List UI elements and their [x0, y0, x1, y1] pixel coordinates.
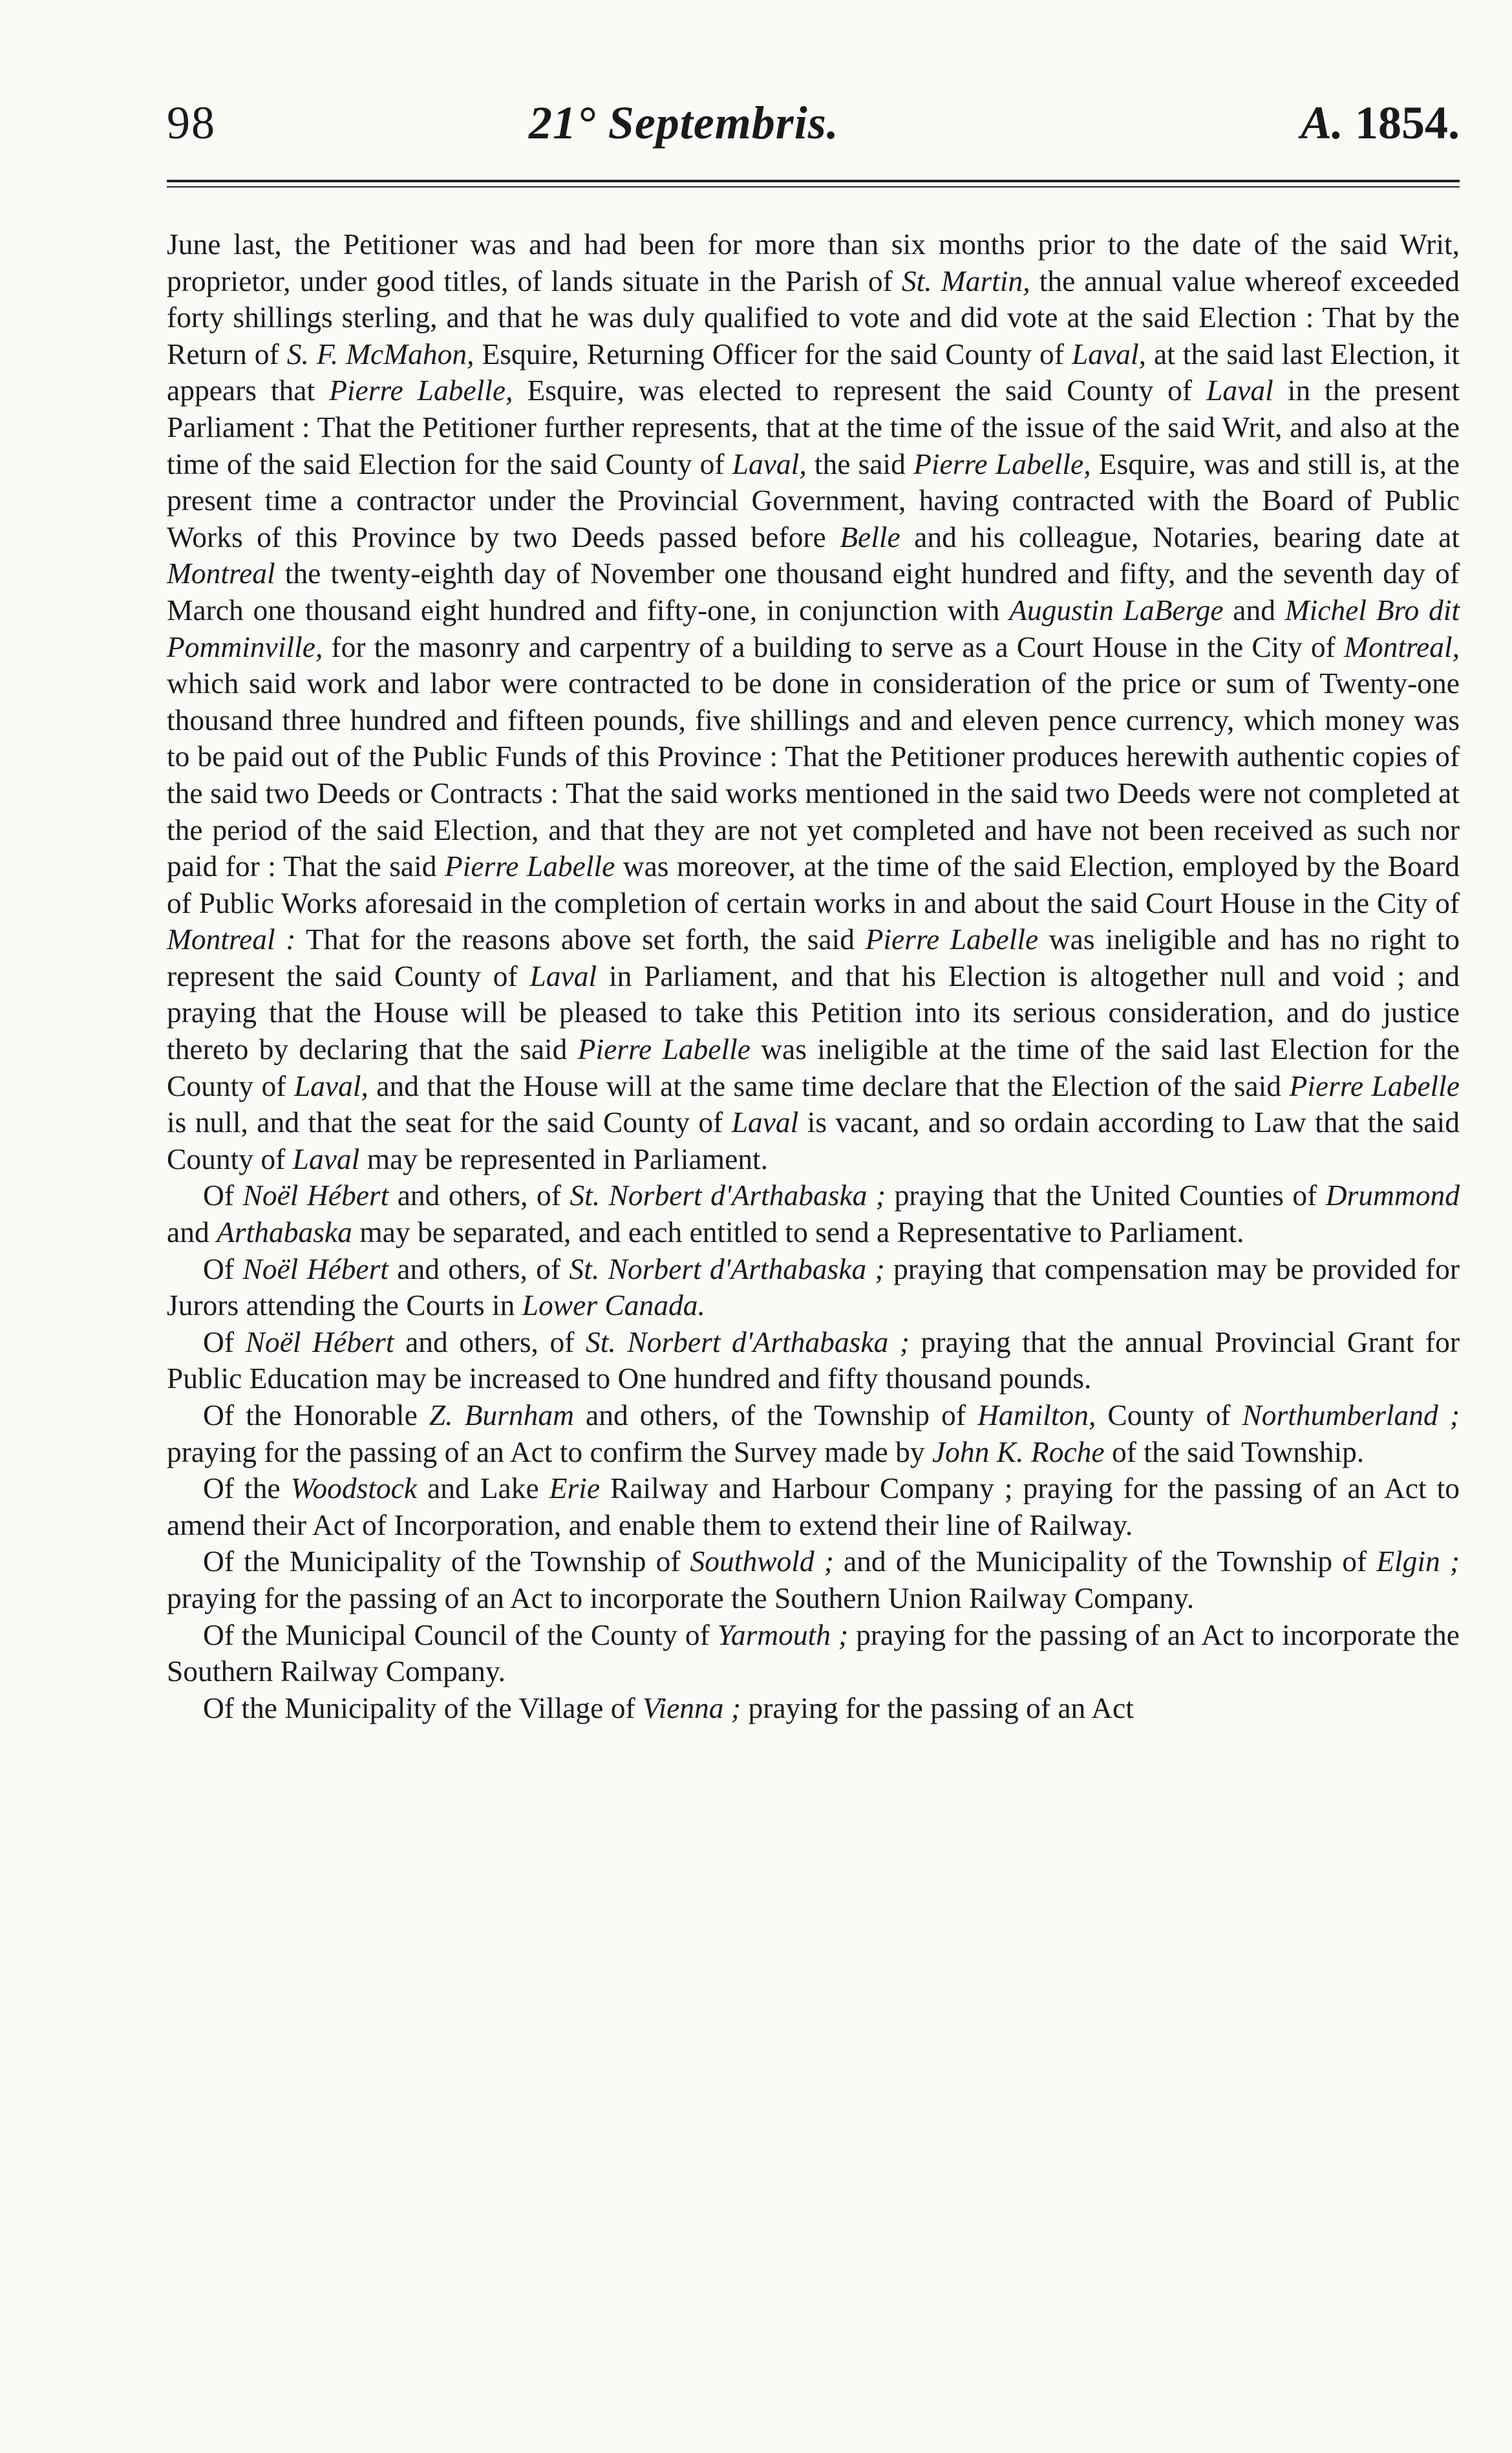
text-run: That for the reasons above set forth, the said [295, 923, 866, 956]
italic-run: Montreal, [1343, 630, 1460, 663]
text-run: was moreover, at the time of the said Election, employed by the Board of Public Works aforesaid in the completion of certain works in and about the said Court House in the City of [167, 850, 1460, 919]
text-run: in the present Parliament : That the Petitioner further represents, that at the time of the issue of the said Writ, and also at the time of the said Election for the said County of [167, 374, 1460, 480]
italic-run: Laval [292, 1142, 360, 1175]
italic-run: Lower Canada. [522, 1289, 705, 1322]
italic-run: Laval [529, 959, 597, 992]
petition-paragraph [167, 1397, 1460, 1470]
petition-paragraph [167, 1617, 1460, 1690]
year-prefix: A. [1300, 97, 1343, 149]
text-run: and that the House will at the same time declare that the Election of the said [368, 1069, 1290, 1102]
text-run: Of [203, 1325, 246, 1358]
text-run: may be separated, and each entitled to send a Representative to Parliament. [352, 1216, 1244, 1249]
text-run: the twenty-eighth day of November one thousand eight hundred and fifty, and the seventh day of March one thousand eight hundred and fifty-one, in conjunction with [167, 557, 1460, 627]
italic-run: Montreal : [167, 923, 296, 956]
petition-paragraph [167, 1177, 1460, 1250]
text-run: may be represented in Parliament. [359, 1142, 769, 1175]
text-run: and [167, 1216, 217, 1249]
italic-run: Belle [840, 520, 900, 553]
italic-run: Woodstock [290, 1472, 418, 1505]
text-run: Esquire, was elected to represent the said County of [513, 374, 1207, 407]
text-run: and his colleague, Notaries, bearing date at [900, 520, 1460, 553]
italic-run: Arthabaska [217, 1216, 352, 1249]
italic-run: Pierre Labelle [577, 1033, 751, 1066]
italic-run: Laval, [1071, 337, 1146, 370]
text-run: praying for the passing of an Act to incorporate the Southern Railway Company. [167, 1618, 1460, 1688]
text-run: praying that compensation may be provided for Jurors attending the Courts in [167, 1252, 1460, 1322]
text-run: praying that the United Counties of [886, 1179, 1326, 1212]
text-run: at the said last Election, it appears that [167, 337, 1460, 407]
petition-paragraph [167, 1251, 1460, 1324]
italic-run: Elgin ; [1376, 1545, 1460, 1578]
italic-run: St. Norbert d'Arthabaska ; [569, 1252, 885, 1285]
petition-paragraph [167, 226, 1460, 1177]
text-run: Of the Municipality of the Village of [203, 1691, 643, 1724]
italic-run: Laval, [732, 447, 807, 480]
text-run: is vacant, and so ordain according to Law that the said County of [167, 1106, 1460, 1175]
italic-run: Noël Hébert [242, 1252, 389, 1285]
text-run: and others, of [389, 1179, 570, 1212]
body-text [167, 226, 1460, 1726]
italic-run: Pierre Labelle [444, 850, 615, 883]
page [167, 91, 1460, 1726]
text-run: County of [1096, 1398, 1242, 1431]
text-run: Railway and Harbour Company ; praying for the passing of an Act to amend their Act of Incorporation, and enable them to extend their line of Railway. [167, 1472, 1460, 1541]
italic-run: Hamilton, [977, 1398, 1096, 1431]
page-number: 98 [167, 97, 216, 149]
petition-paragraph [167, 1690, 1460, 1727]
text-run: the annual value whereof exceeded forty shillings sterling, and that he was duly qualified to vote and did vote at the said Election : That by the Return of [167, 264, 1460, 370]
italic-run: Augustin LaBerge [1009, 593, 1224, 627]
text-run: praying for the passing of an Act to incorporate the Southern Union Railway Company. [167, 1581, 1195, 1614]
petition-paragraph [167, 1470, 1460, 1543]
text-run: and others, of [388, 1252, 570, 1285]
text-run: in Parliament, and that his Election is altogether null and void ; and praying that the House will be pleased to take this Petition into its serious consideration, and do justice thereto by declaring that the said [167, 959, 1460, 1066]
italic-run: John K. Roche [932, 1435, 1105, 1468]
italic-run: Erie [549, 1472, 601, 1505]
italic-run: S. F. McMahon, [286, 337, 474, 370]
italic-run: Montreal [167, 557, 275, 590]
running-header [167, 91, 1460, 155]
text-run: Of the [203, 1472, 291, 1505]
italic-run: Noël Hébert [242, 1179, 389, 1212]
text-run: June last, the Petitioner was and had been for more than six months prior to the date of the said Writ, proprietor, under good titles, of lands situate in the Parish of [167, 228, 1460, 297]
italic-run: Pierre Labelle [1289, 1069, 1460, 1102]
text-run: was ineligible and has no right to represent the said County of [167, 923, 1460, 992]
text-run: of the said Township. [1104, 1435, 1365, 1468]
text-run: and Lake [417, 1472, 549, 1505]
text-run: which said work and labor were contracted to be done in consideration of the price or sum of Twenty-one thousand three hundred and fifteen pounds, five shillings and and eleven pence currency, which money was to be paid out of the Public Funds of this Province : That the Petitioner produces herewith authentic copies of the said two Deeds or Contracts : That the said works mentioned in the said two Deeds were not completed at the period of the said Election, and that they are not yet completed and have not been received as such nor paid for : That the said [167, 667, 1460, 883]
italic-run: Yarmouth ; [717, 1618, 849, 1651]
year: 1854. [1355, 97, 1460, 149]
italic-run: Laval [1206, 374, 1273, 407]
italic-run: Pierre Labelle, [329, 374, 513, 407]
text-run: Of [203, 1252, 243, 1285]
italic-run: Southwold ; [690, 1545, 834, 1578]
year-heading [1301, 91, 1460, 155]
text-run: praying that the annual Provincial Grant for Public Education may be increased to One hundred and fifty thousand pounds. [167, 1325, 1460, 1395]
text-run: and others, of the Township of [573, 1398, 978, 1431]
header-rule [167, 180, 1460, 187]
text-run: and of the Municipality of the Township of [833, 1545, 1377, 1578]
italic-run: St. Norbert d'Arthabaska ; [570, 1179, 886, 1212]
italic-run: Michel Bro dit Pomminville, [167, 593, 1460, 663]
text-run: was ineligible at the time of the said last Election for the County of [167, 1033, 1460, 1102]
petition-paragraph [167, 1543, 1460, 1616]
text-run: Of [203, 1179, 243, 1212]
text-run: praying for the passing of an Act [741, 1691, 1134, 1724]
italic-run: Northumberland ; [1242, 1398, 1460, 1431]
italic-run: Pierre Labelle [865, 923, 1039, 956]
petition-paragraph [167, 1324, 1460, 1397]
italic-run: Z. Burnham [429, 1398, 574, 1431]
italic-run: St. Norbert d'Arthabaska ; [586, 1325, 910, 1358]
text-run: Esquire, Returning Officer for the said County of [474, 337, 1072, 370]
text-run: is null, and that the seat for the said County of [167, 1106, 732, 1139]
italic-run: Laval [731, 1106, 799, 1139]
text-run: Of the Municipality of the Township of [203, 1545, 690, 1578]
italic-run: Laval, [293, 1069, 368, 1102]
italic-run: Pierre Labelle, [913, 447, 1091, 480]
text-run: and others, of [394, 1325, 586, 1358]
date-heading: 21° Septembris. [529, 97, 839, 149]
italic-run: Drummond [1325, 1179, 1460, 1212]
italic-run: St. Martin, [901, 264, 1030, 297]
text-run: the said [806, 447, 914, 480]
text-run: Of the Honorable [203, 1398, 429, 1431]
italic-run: Vienna ; [643, 1691, 741, 1724]
text-run: praying for the passing of an Act to confirm the Survey made by [167, 1435, 932, 1468]
italic-run: Noël Hébert [245, 1325, 394, 1358]
text-run: and [1223, 593, 1285, 627]
text-run: Of the Municipal Council of the County of [203, 1618, 718, 1651]
text-run: for the masonry and carpentry of a building to serve as a Court House in the City of [323, 630, 1344, 663]
text-run: Esquire, was and still is, at the present time a contractor under the Provincial Government, having contracted with the Board of Public Works of this Province by two Deeds passed before [167, 447, 1460, 553]
